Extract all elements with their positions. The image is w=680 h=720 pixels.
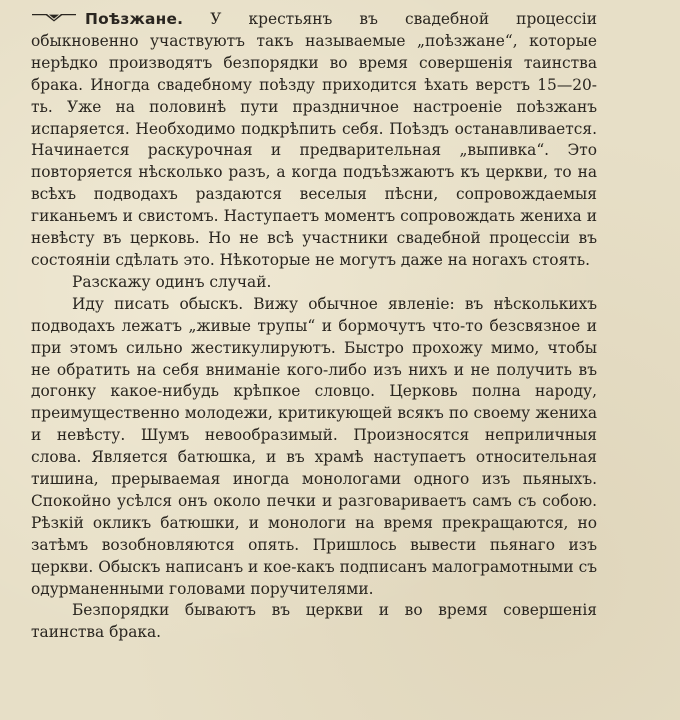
paragraph-4: Безпорядки бываютъ въ церкви и во время совершенія таинства брака. — [31, 601, 597, 642]
heading-label: Поѣзжане. — [85, 10, 184, 28]
paragraph-1 — [31, 9, 597, 272]
paragraph-2: Разскажу одинъ случай. — [72, 272, 272, 291]
paragraph-1-text: У крестьянъ въ свадебной процессіи обыкновенно участвуютъ такъ называемые „поѣзжане“, которые нерѣдко производятъ безпорядки во время совершенія таинства брака. Иногда свадебному поѣзду приходится ѣхать верстъ 15—20-ть. Уже на половинѣ пути праздничное настроеніе поѣзжанъ испаряется. Необходимо подкрѣпить себя. Поѣздъ останавливается. Начинается раскурочная и предварительная „выпивка“. Это повторяется нѣсколько разъ, а когда подъѣзжаютъ къ церкви, то на всѣхъ подводахъ раздаются веселыя пѣсни, сопровождаемыя гиканьемъ и свистомъ. Наступаетъ моментъ сопровождать жениха и невѣсту въ церковь. Но не всѣ участники свадебной процессіи въ состояніи сдѣлать это. Нѣкоторые не могутъ даже на ногахъ стоять. — [31, 10, 597, 269]
section-heading — [31, 10, 210, 28]
article-text — [31, 9, 597, 644]
paragraph-3: Иду писать обыскъ. Вижу обычное явленіе: въ нѣсколькихъ подводахъ лежатъ „живые трупы“ и бормочутъ что-то безсвязное и при этомъ сильно жестикулируютъ. Быстро прохожу мимо, чтобы не обратить на себя вниманіе кого-либо изъ нихъ и не получить въ догонку какое-нибудь крѣпкое словцо. Церковь полна народу, преимущественно молодежи, критикующей всякъ по своему жениха и невѣсту. Шумъ невообразимый. Произносятся неприличныя слова. Является батюшка, и въ храмѣ наступаетъ относительная тишина, прерываемая иногда монологами одного изъ пьяныхъ. Спокойно усѣлся онъ около печки и разговариваетъ самъ съ собою. Рѣзкій окликъ батюшки, и монологи на время прекращаются, но затѣмъ возобновляются опять. Пришлось вывести пьянаго изъ церкви. Обыскъ написанъ и кое-какъ подписанъ малограмотными съ одурманенными головами поручителями. — [31, 294, 597, 598]
ornament-icon — [31, 12, 77, 22]
